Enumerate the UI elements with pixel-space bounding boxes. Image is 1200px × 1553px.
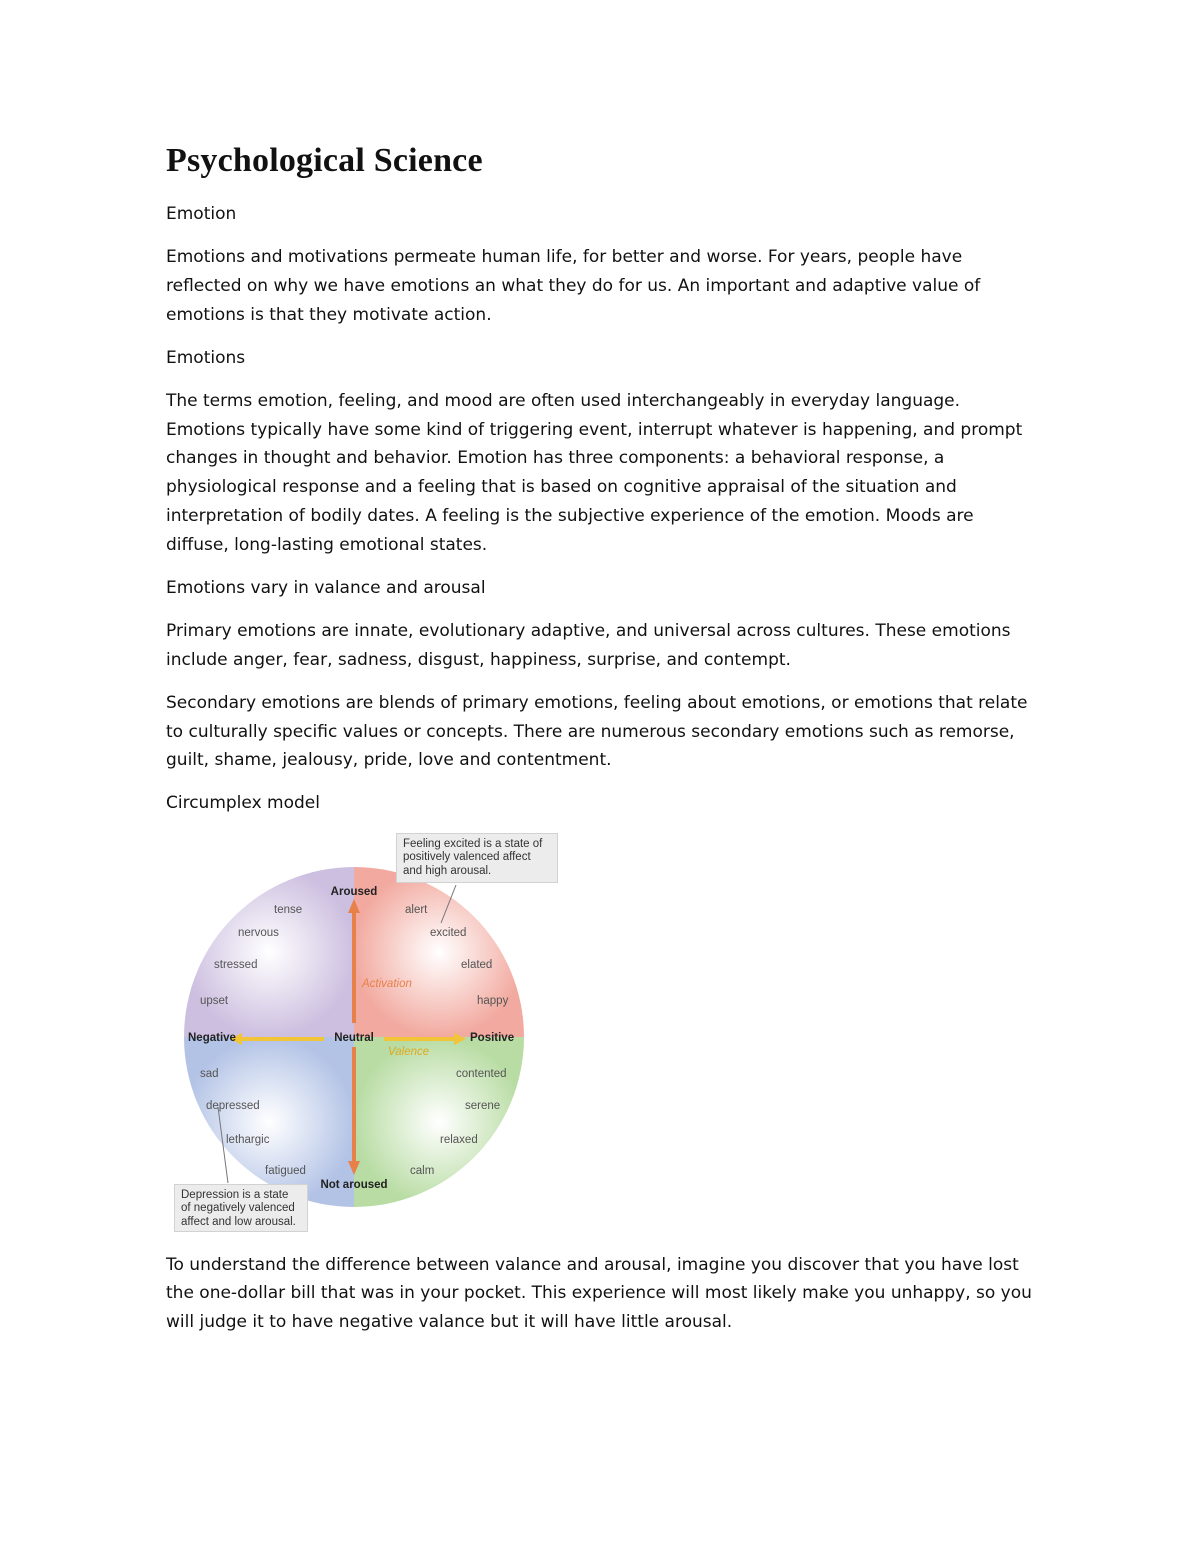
emotion-label-relaxed: relaxed [440,1133,478,1146]
emotion-label-sad: sad [200,1067,219,1080]
emotion-label-tense: tense [274,903,303,916]
axis-label-negative: Negative [188,1031,236,1044]
emotion-label-serene: serene [465,1099,501,1112]
document-page [166,140,1036,1351]
emotion-label-stressed: stressed [214,958,258,971]
section-heading-emotion: Emotion [166,204,237,224]
emotion-label-nervous: nervous [238,926,279,939]
section-heading-emotions: Emotions [166,347,246,368]
section-heading-circumplex-model: Circumplex model [166,793,320,814]
paragraph-emotion-feeling-mood: The terms emotion, feeling, and mood are often used interchangeably in everyday language. Emotions typically have some kind of triggering event, interrupt whatever is happening, and prompt changes in thought and behavior. Emotion has three components: a behavioral response, a physiological response and a feeling that is based on cognitive appraisal of the situation and interpretation of bodily dates. A feeling is the subjective experience of the emotion. Moods are diffuse, long-lasting emotional states. [166,391,1023,555]
circumplex-model-figure [174,833,574,1233]
emotion-label-excited: excited [430,926,467,939]
quadrant-aroused-positive [354,867,524,1037]
emotion-label-depressed: depressed [206,1099,260,1112]
axis-label-aroused: Aroused [330,885,378,898]
emotion-label-upset: upset [200,994,229,1007]
document-title: Psychological Science [166,142,483,179]
emotion-label-calm: calm [410,1164,435,1177]
quadrant-aroused-negative [184,867,354,1037]
axis-label-positive: Positive [470,1031,515,1044]
emotion-label-contented: contented [456,1067,507,1080]
paragraph-emotions-motivations: Emotions and motivations permeate human life, for better and worse. For years, people have reflected on why we have emotions an what they do for us. An important and adaptive value of emotions is that they motivate action. [166,247,981,325]
callout-excited: Feeling excited is a state of positively valenced affect and high arousal. [396,833,558,883]
axis-name-valence: Valence [388,1045,430,1058]
emotion-label-fatigued: fatigued [265,1164,306,1177]
section-heading-valance-arousal: Emotions vary in valance and arousal [166,577,486,598]
paragraph-primary-emotions: Primary emotions are innate, evolutionary adaptive, and universal across cultures. These emotions include anger, fear, sadness, disgust, happiness, surprise, and contempt. [166,620,1011,670]
paragraph-valance-arousal-example: To understand the difference between valance and arousal, imagine you discover that you have lost the one-dollar bill that was in your pocket. This experience will most likely make you unhappy, so you will judge it to have negative valance but it will have little arousal. [166,1254,1032,1333]
emotion-label-happy: happy [477,994,509,1007]
emotion-label-alert: alert [405,903,428,916]
paragraph-secondary-emotions: Secondary emotions are blends of primary emotions, feeling about emotions, or emotions that relate to culturally specific values or concepts. There are numerous secondary emotions such as remorse, guilt, shame, jealousy, pride, love and contentment. [166,692,1028,771]
axis-label-neutral: Neutral [334,1031,374,1044]
axis-name-activation: Activation [362,977,412,990]
callout-depression: Depression is a state of negatively valenced affect and low arousal. [174,1184,308,1232]
emotion-label-elated: elated [461,958,493,971]
circumplex-diagram [174,833,574,1233]
emotion-label-lethargic: lethargic [226,1133,270,1146]
axis-label-not-aroused: Not aroused [320,1178,388,1191]
